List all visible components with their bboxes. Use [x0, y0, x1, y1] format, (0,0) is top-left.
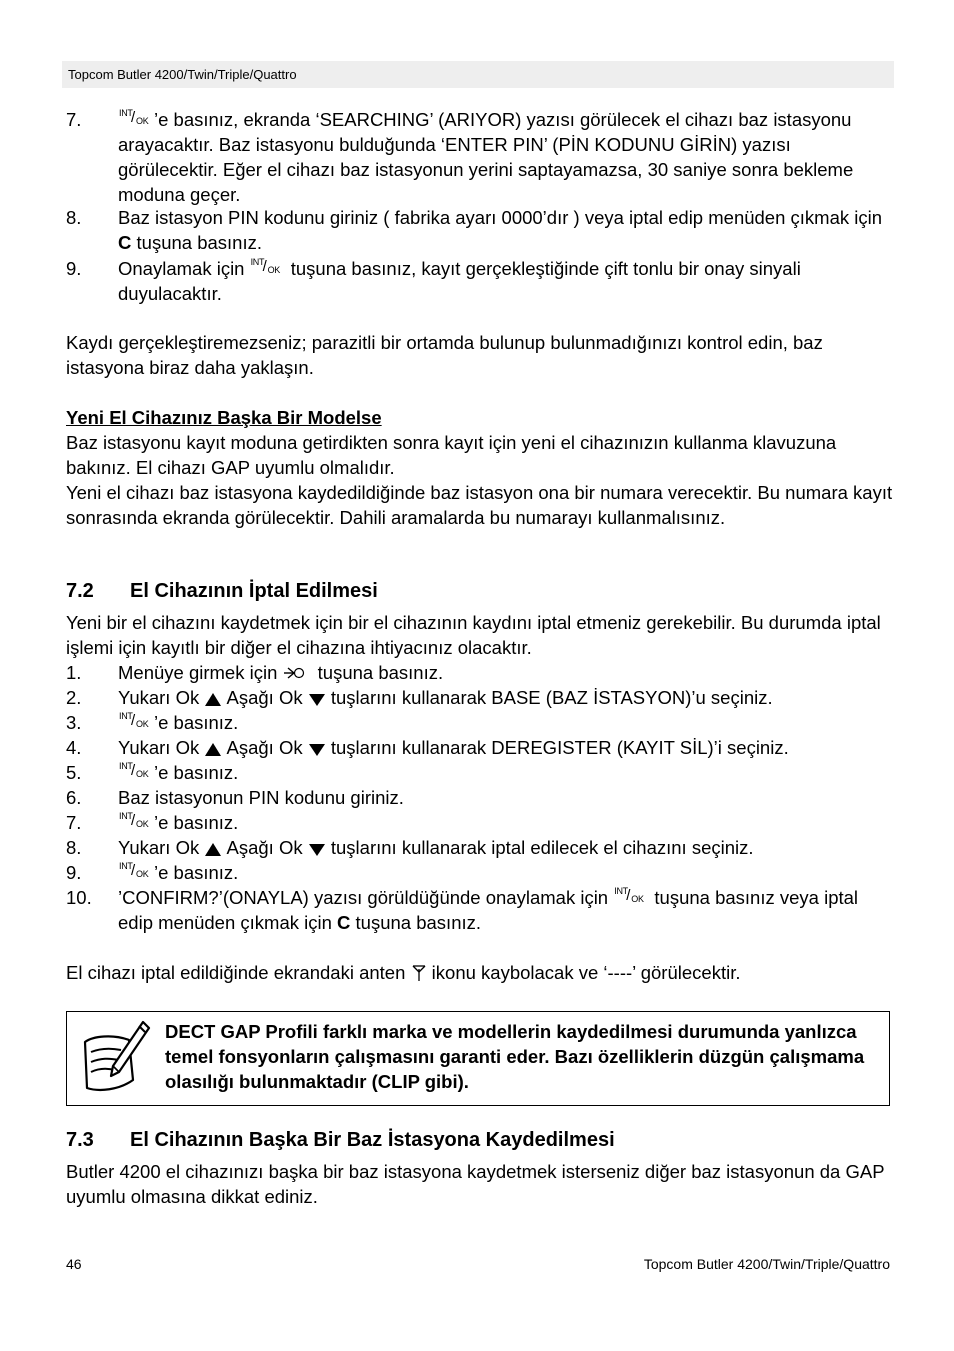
list-number: 2. [66, 687, 82, 708]
int-ok-icon: INT / OK [119, 711, 149, 729]
list-text: Yukarı Ok Aşağı Ok tuşlarını kullanarak BASE (BAZ İSTASYON)’u seçiniz. [118, 687, 773, 708]
list-number: 7. [66, 812, 82, 833]
int-ok-icon: INT / OK [119, 811, 149, 829]
list-text: Yukarı Ok Aşağı Ok tuşlarını kullanarak DEREGISTER (KAYIT SİL)’i seçiniz. [118, 737, 789, 758]
list-text: Yukarı Ok Aşağı Ok tuşlarını kullanarak iptal edilecek el cihazını seçiniz. [118, 837, 754, 858]
arrow-down-icon [308, 742, 326, 757]
list-text: INT / OK ’e basınız. [119, 761, 239, 783]
header-title: Topcom Butler 4200/Twin/Triple/Quattro [68, 67, 297, 82]
list-number: 10. [66, 887, 92, 908]
list-text: ’CONFIRM?’(ONAYLA) yazısı görüldüğünde onaylamak için INT / OK tuşuna basınız veya iptal edip menüden çıkmak için C tuşuna basınız. [118, 886, 859, 933]
section-title: El Cihazının Başka Bir Baz İstasyona Kaydedilmesi [130, 1129, 615, 1151]
list-number: 3. [66, 712, 82, 733]
int-ok-icon: INT / OK [250, 257, 281, 275]
page-number: 46 [66, 1256, 82, 1272]
list-number: 7. [66, 109, 82, 130]
list-text: Baz istasyonun PIN kodunu giriniz. [118, 787, 404, 808]
list-text: INT / OK ’e basınız. [119, 861, 239, 883]
list-text: INT / OK ’e basınız, ekranda ‘SEARCHING’ (ARIYOR) yazısı görülecek el cihazı baz istasyonu arayacaktır. Baz istasyonu bulduğunda ‘ENTER PIN’ (PİN KODUNU GİRİN) yazısı görülecektir. Eğer el cihazı baz istasyonun yerini saptayamazsa, 30 saniye sonra bekleme moduna geçer. [118, 108, 854, 205]
section-title: El Cihazının İptal Edilmesi [130, 580, 378, 602]
antenna-icon [411, 964, 427, 982]
footer-title: Topcom Butler 4200/Twin/Triple/Quattro [643, 1256, 890, 1272]
paragraph: Baz istasyonu kayıt moduna getirdikten sonra kayıt için yeni el cihazınızın kullanma klavuzuna bakınız. El cihazı GAP uyumlu olmalıdır. [66, 432, 837, 478]
note-text: DECT GAP Profili farklı marka ve modellerin kaydedilmesi durumunda yanlızca temel fonsyonların çalışmasını garanti eder. Bazı özelliklerin düzgün çalışmama olasılığı bulunmaktadır (CLIP gibi). [165, 1021, 865, 1092]
arrow-down-icon [308, 692, 326, 707]
arrow-up-icon [204, 692, 222, 707]
section-number: 7.2 [66, 580, 94, 602]
list-number: 4. [66, 737, 82, 758]
list-number: 6. [66, 787, 82, 808]
list-text: Onaylamak için INT / OK tuşuna basınız, kayıt gerçekleştiğinde çift tonlu bir onay sinyali duyulacaktır. [118, 257, 801, 304]
list-number: 9. [66, 862, 82, 883]
list-number: 8. [66, 207, 82, 228]
paragraph: Butler 4200 el cihazınızı başka bir baz istasyona kaydetmek isterseniz diğer baz istasyonun da GAP uyumlu olmasına dikkat ediniz. [66, 1161, 885, 1207]
list-text: Baz istasyon PIN kodunu giriniz ( fabrika ayarı 0000’dır ) veya iptal edip menüden çıkmak için C tuşuna basınız. [118, 207, 883, 253]
page-header [62, 61, 894, 88]
int-ok-icon: INT / OK [119, 761, 149, 779]
list-text: INT / OK ’e basınız. [119, 711, 239, 733]
paragraph: Yeni bir el cihazını kaydetmek için bir el cihazının kaydını iptal etmeniz gerekebilir. Bu durumda iptal işlemi için kayıtlı bir diğer el cihazına ihtiyacınız olacaktır. [66, 612, 881, 658]
int-ok-icon: INT / OK [119, 108, 149, 126]
int-ok-icon: INT / OK [614, 886, 644, 904]
list-number: 5. [66, 762, 82, 783]
paragraph: El cihazı iptal edildiğinde ekrandaki anten ikonu kaybolacak ve ‘----’ görülecektir. [66, 962, 741, 983]
list-text: Menüye girmek için tuşuna basınız. [118, 662, 444, 683]
arrow-up-icon [204, 742, 222, 757]
subheading: Yeni El Cihazınız Başka Bir Modelse [66, 407, 382, 428]
list-number: 8. [66, 837, 82, 858]
list-number: 1. [66, 662, 82, 683]
list-number: 9. [66, 258, 82, 279]
menu-enter-icon [283, 664, 313, 682]
section-number: 7.3 [66, 1129, 94, 1151]
note-box [66, 1011, 890, 1106]
arrow-up-icon [204, 842, 222, 857]
paragraph: Yeni el cihazı baz istasyona kaydedildiğinde baz istasyon ona bir numara verecektir. Bu numara kayıt sonrasında ekranda görülecektir. Dahili aramalarda bu numarayı kullanmalısınız. [66, 482, 893, 528]
list-text: INT / OK ’e basınız. [119, 811, 239, 833]
note-pencil-icon [79, 1020, 151, 1096]
paragraph: Kaydı gerçekleştiremezseniz; parazitli bir ortamda bulunup bulunmadığınızı kontrol edin, baz istasyona biraz daha yaklaşın. [66, 332, 823, 378]
arrow-down-icon [308, 842, 326, 857]
int-ok-icon: INT / OK [119, 861, 149, 879]
